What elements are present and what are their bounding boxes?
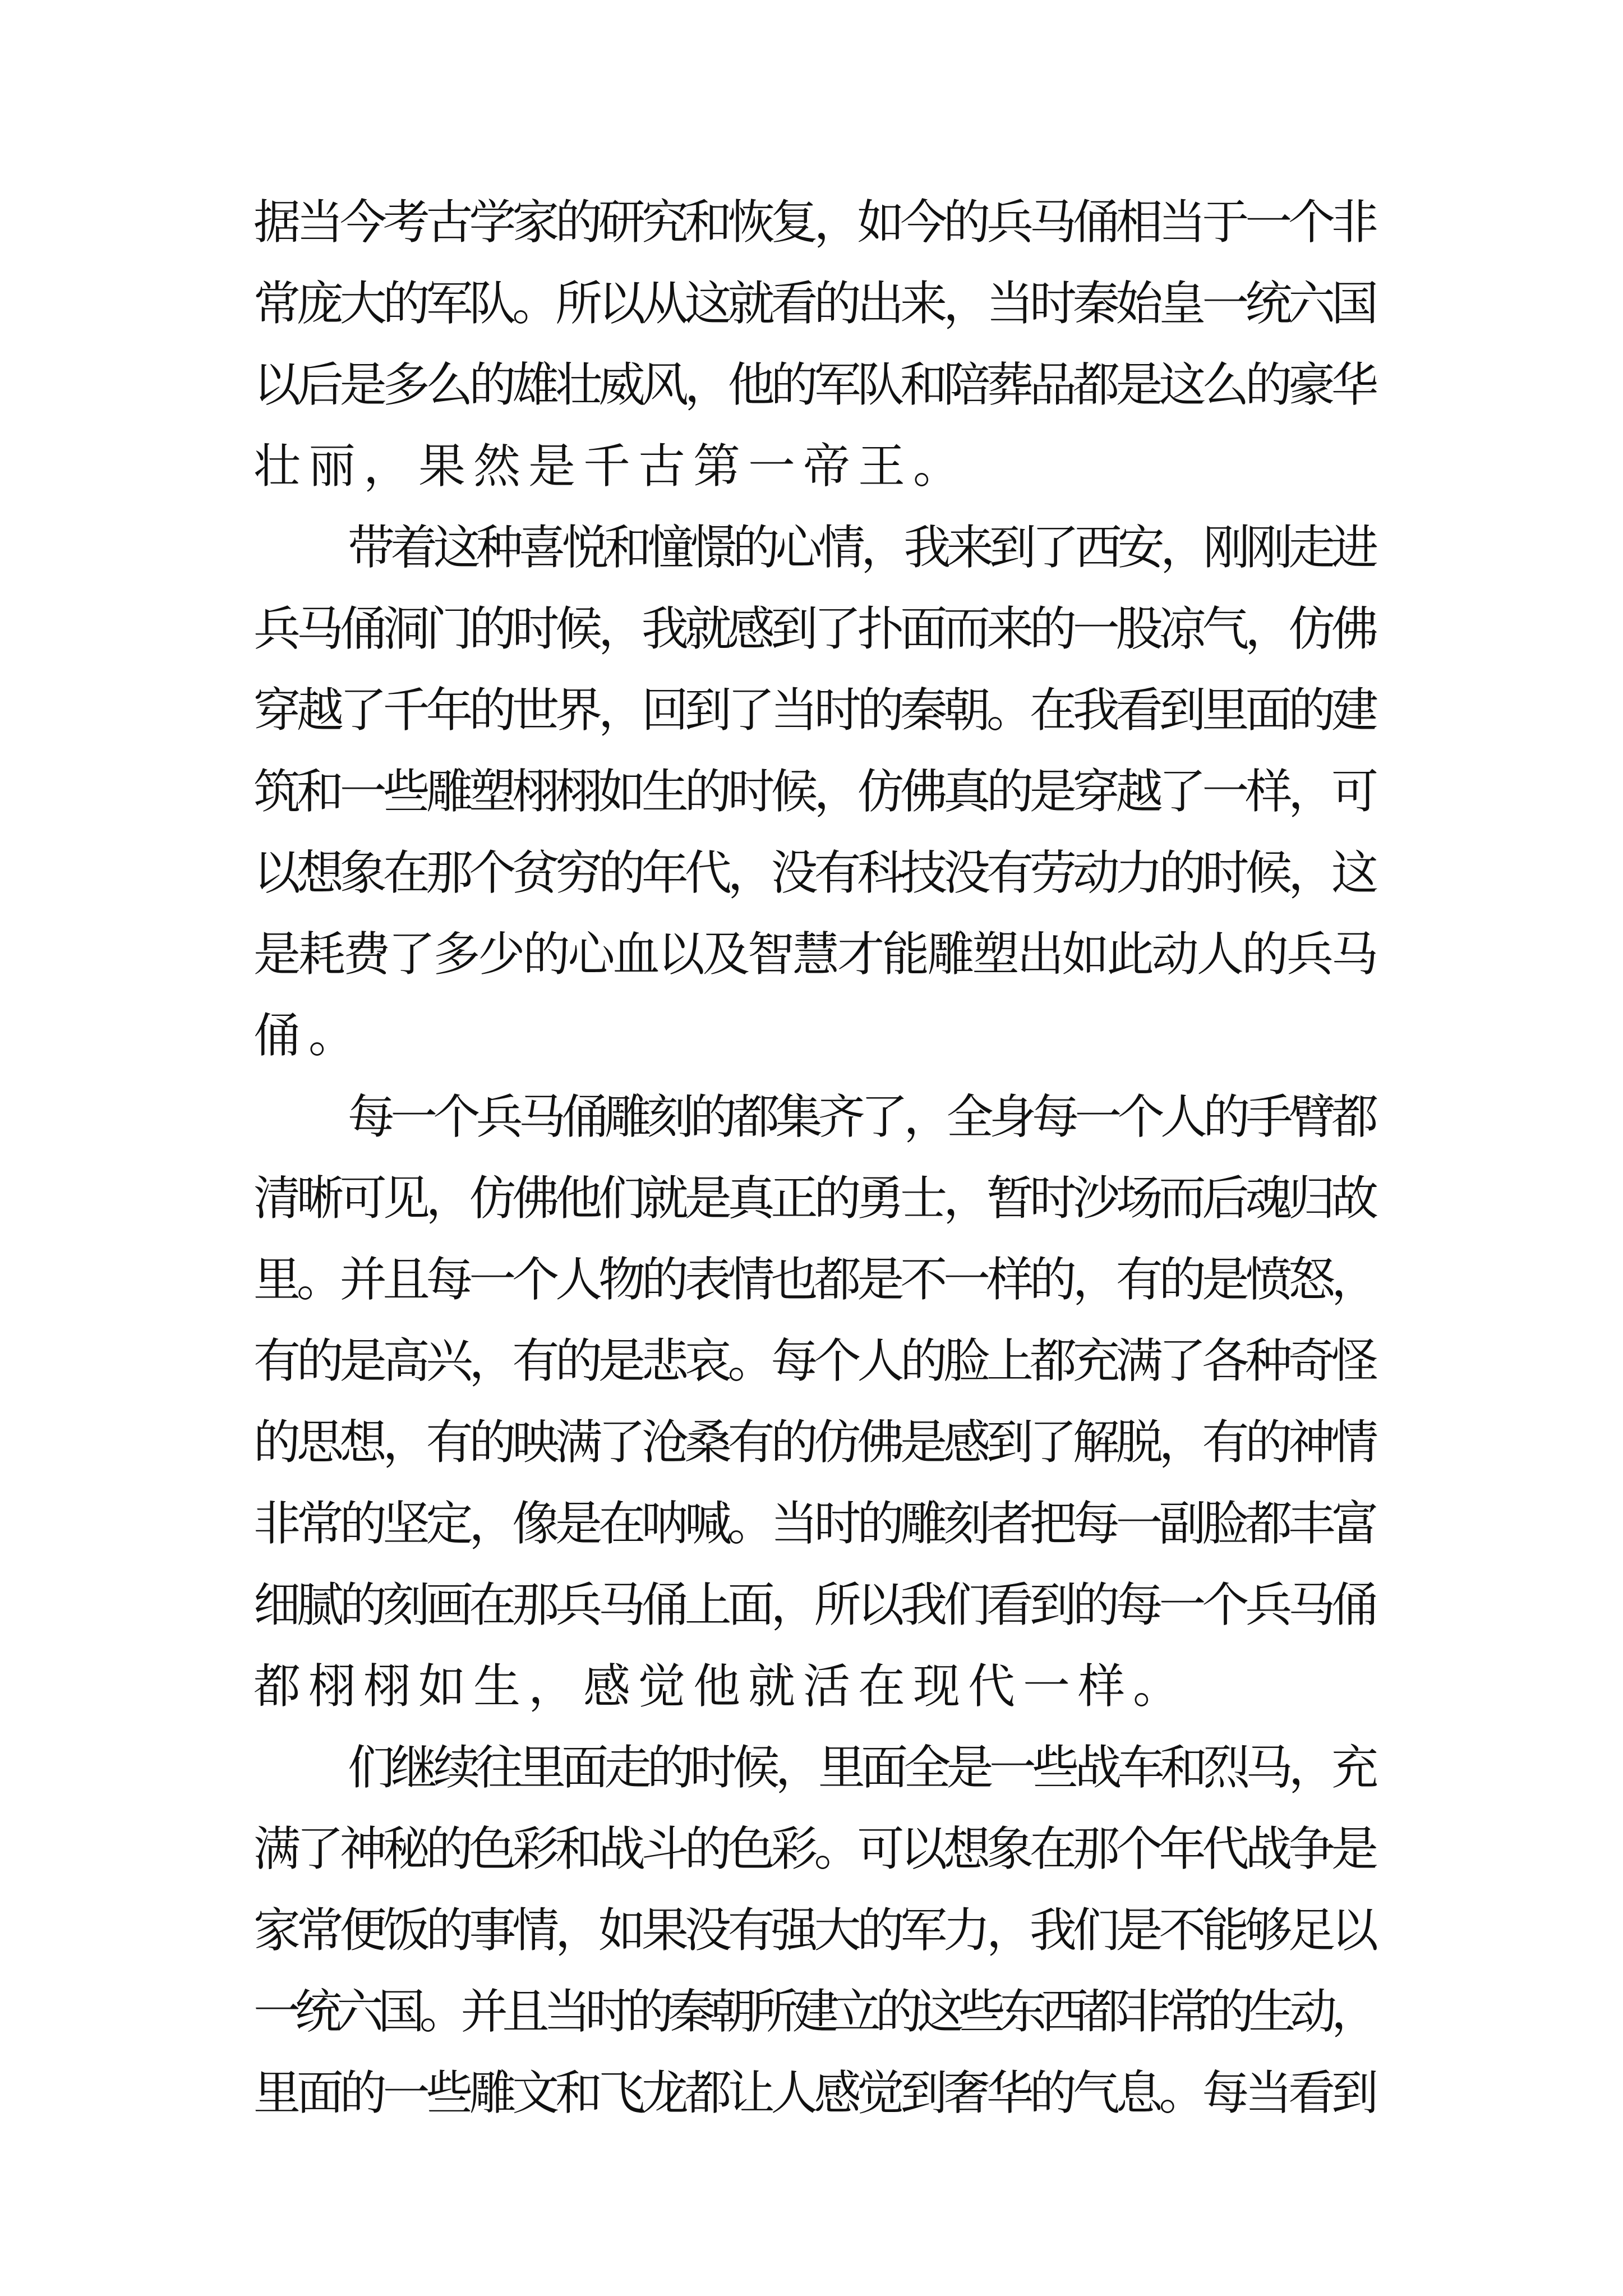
text-line: 细腻的刻画在那兵马俑上面，所以我们看到的每一个兵马俑	[253, 1577, 1375, 1632]
text-line: 一统六国。并且当时的秦朝所建立的这些东西都非常的生动，	[253, 1984, 1373, 2039]
text-line: 都栩栩如生，感觉他就活在现代一样。	[253, 1659, 1188, 1714]
text-line: 是耗费了多少的心血以及智慧才能雕塑出如此动人的兵马	[253, 927, 1377, 982]
text-line: 里面的一些雕文和飞龙都让人感觉到奢华的气息。每当看到	[253, 2065, 1375, 2120]
text-line: 非常的坚定，像是在呐喊。当时的雕刻者把每一副脸都丰富	[253, 1496, 1375, 1551]
text-line: 有的是高兴，有的是悲哀。每个人的脸上都充满了各种奇怪	[253, 1333, 1375, 1388]
text-line: 据当今考古学家的研究和恢复，如今的兵马俑相当于一个非	[253, 195, 1375, 250]
text-line: 以后是多么的雄壮威风，他的军队和陪葬品都是这么的豪华	[253, 357, 1375, 412]
text-line: 穿越了千年的世界，回到了当时的秦朝。在我看到里面的建	[253, 683, 1375, 738]
text-line: 们继续往里面走的时候，里面全是一些战车和烈马，充	[348, 1740, 1375, 1795]
text-block	[253, 188, 1378, 2152]
text-line: 筑和一些雕塑栩栩如生的时候，仿佛真的是穿越了一样，可	[253, 764, 1375, 819]
text-line: 常庞大的军队。所以从这就看的出来，当时秦始皇一统六国	[253, 276, 1375, 331]
text-line: 壮丽，果然是千古第一帝王。	[253, 439, 969, 494]
text-line: 以想象在那个贫穷的年代，没有科技没有劳动力的时候，这	[253, 845, 1375, 900]
text-line: 清晰可见，仿佛他们就是真正的勇士，暂时沙场而后魂归故	[253, 1171, 1375, 1226]
text-line: 家常便饭的事情，如果没有强大的军力，我们是不能够足以	[253, 1903, 1375, 1958]
text-line: 的思想，有的映满了沧桑有的仿佛是感到了解脱，有的神情	[253, 1415, 1375, 1470]
text-line: 带着这种喜悦和憧憬的心情，我来到了西安，刚刚走进	[348, 520, 1375, 575]
text-line: 俑。	[253, 1008, 364, 1063]
text-line: 满了神秘的色彩和战斗的色彩。可以想象在那个年代战争是	[253, 1821, 1375, 1876]
text-line: 每一个兵马俑雕刻的都集齐了，全身每一个人的手臂都	[348, 1089, 1375, 1144]
text-line: 兵马俑洞门的时候，我就感到了扑面而来的一股凉气，仿佛	[253, 601, 1375, 656]
text-line: 里。并且每一个人物的表情也都是不一样的，有的是愤怒，	[253, 1252, 1375, 1307]
